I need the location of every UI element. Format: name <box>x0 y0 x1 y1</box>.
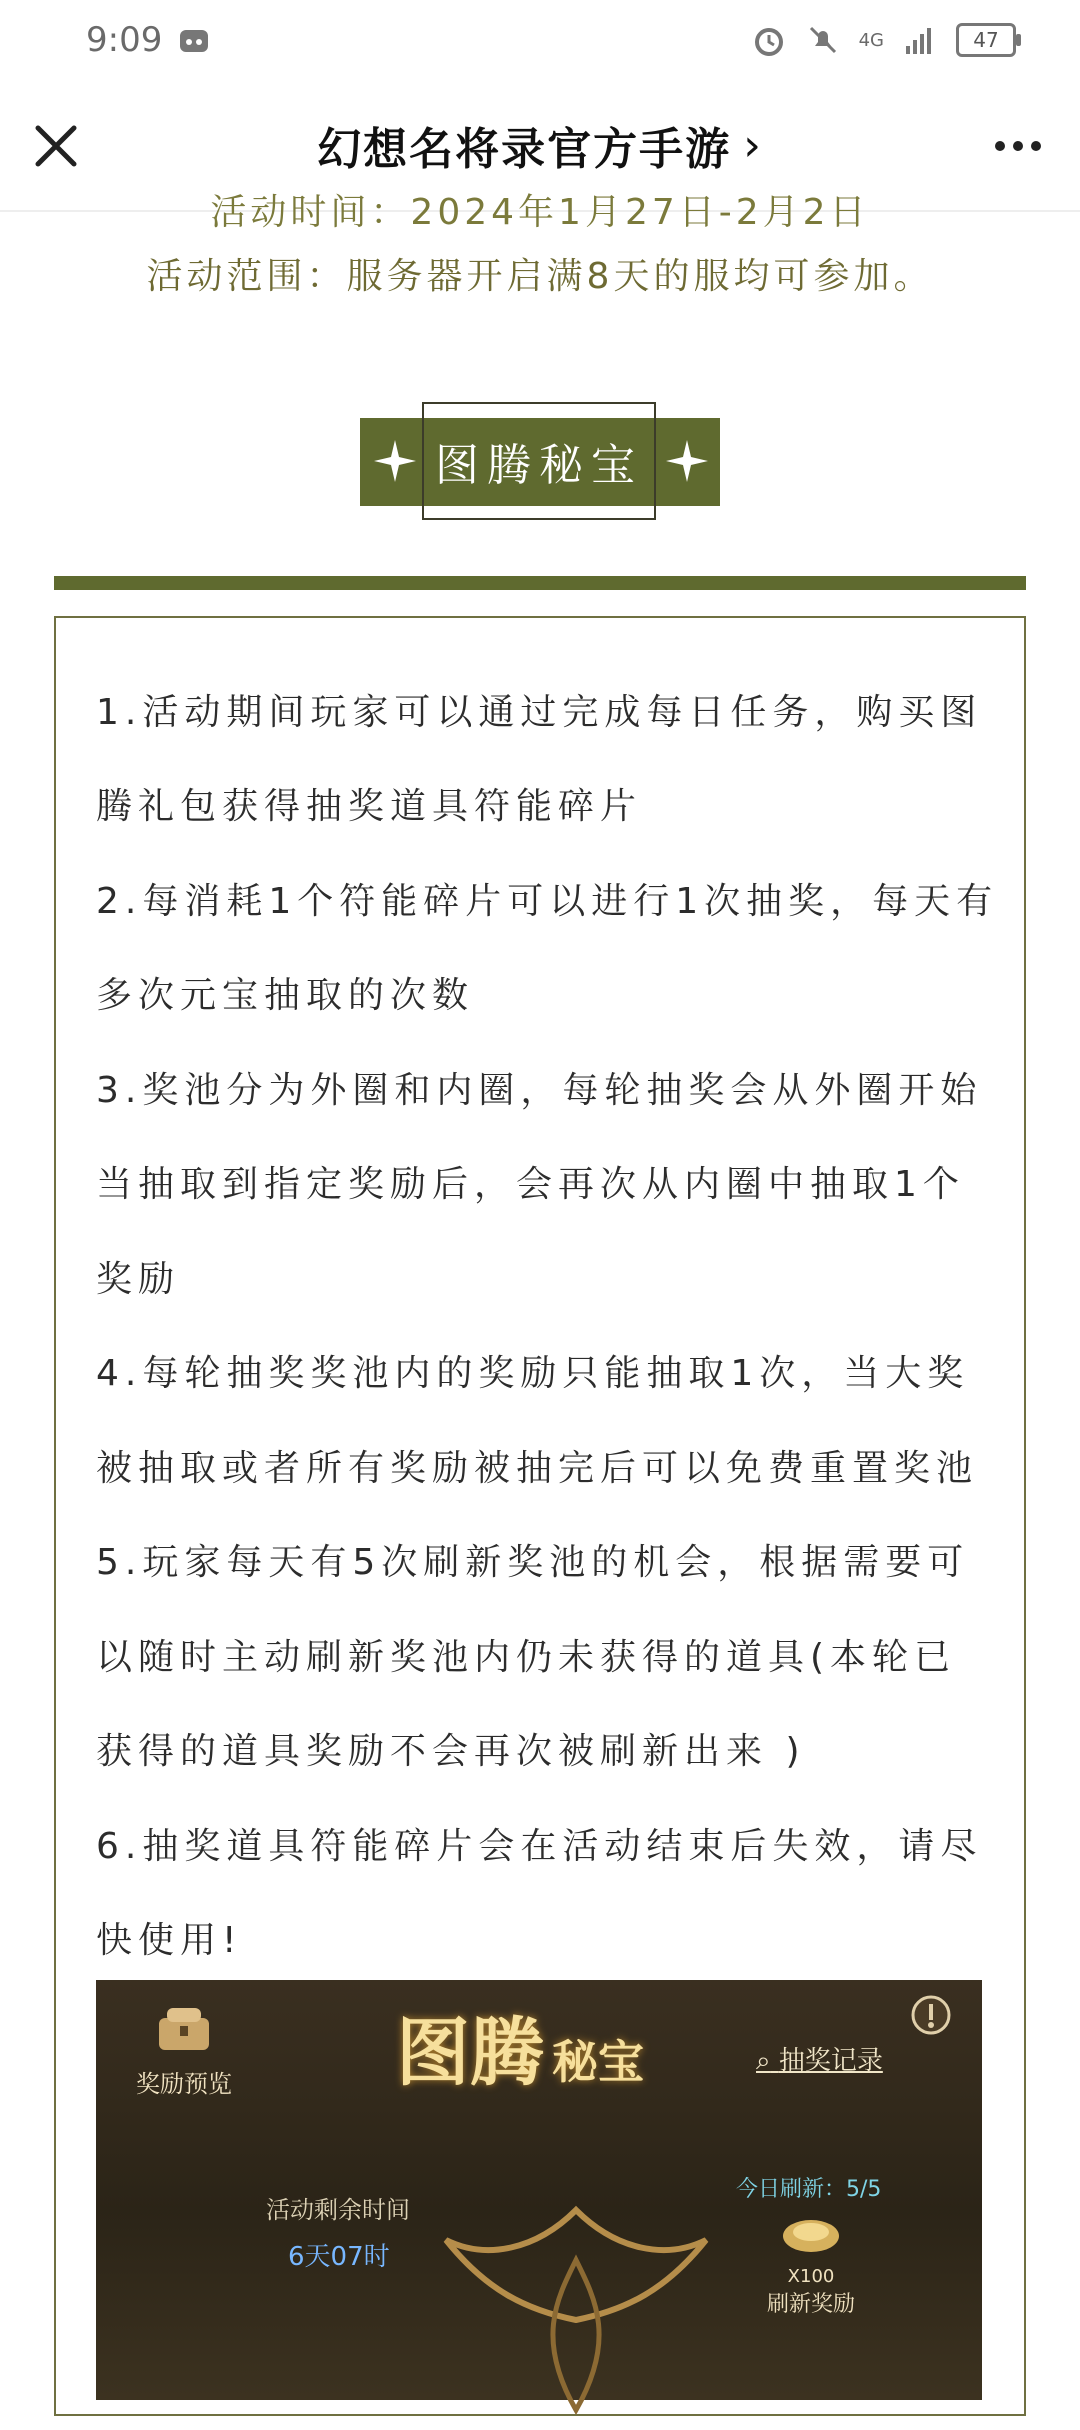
info-icon[interactable] <box>910 1994 952 2036</box>
status-right <box>751 22 1016 58</box>
section-divider <box>54 576 1026 590</box>
rule-line: 腾礼包获得抽奖道具符能碎片 <box>96 786 643 827</box>
more-icon[interactable] <box>992 124 1044 168</box>
section-title: 图腾秘宝 <box>435 440 643 491</box>
page-title-text: 幻想名将录官方手游 <box>317 124 732 175</box>
clipped-time-line: 活动时间：2024年1月27日-2月2日 <box>210 192 870 233</box>
rule-line: 6.抽奖道具符能碎片会在活动结束后失效，请尽 <box>96 1826 983 1867</box>
emblem-graphic <box>426 2170 726 2430</box>
game-title-main: 图腾 <box>396 2010 544 2096</box>
rule-line: 快使用! <box>96 1920 243 1961</box>
chevron-right-icon: › <box>743 119 763 171</box>
sparkle-icon <box>372 438 418 484</box>
refresh-reward-button[interactable] <box>756 2212 866 2317</box>
activity-scope: 活动范围：服务器开启满8天的服均可参加。 <box>146 256 934 297</box>
remaining-time-label: 活动剩余时间 <box>266 2196 410 2224</box>
rule-line: 2.每消耗1个符能碎片可以进行1次抽奖，每天有 <box>96 881 999 922</box>
signal-icon <box>902 22 938 58</box>
rule-line: 当抽取到指定奖励后，会再次从内圈中抽取1个 <box>96 1164 965 1205</box>
rule-line: 多次元宝抽取的次数 <box>96 975 475 1016</box>
refresh-item-icon <box>776 2212 846 2260</box>
refresh-count: 今日刷新：5/5 <box>736 2177 882 2202</box>
rule-line: 1.活动期间玩家可以通过完成每日任务，购买图 <box>96 692 983 733</box>
alarm-icon <box>751 22 787 58</box>
game-screenshot <box>96 1980 982 2400</box>
status-time: 9:09 <box>86 20 163 60</box>
draw-record-link[interactable] <box>756 2040 883 2077</box>
article-content[interactable] <box>0 192 1080 2340</box>
reward-preview-button[interactable] <box>124 2000 244 2099</box>
rule-line: 奖励 <box>96 1259 181 1300</box>
search-icon: ⌕ <box>756 2046 771 2076</box>
rule-line: 4.每轮抽奖奖池内的奖励只能抽取1次，当大奖 <box>96 1353 970 1394</box>
draw-record-label: 抽奖记录 <box>778 2046 883 2076</box>
game-title-small: 秘宝 <box>552 2035 644 2089</box>
mute-icon <box>805 22 841 58</box>
status-left <box>86 20 212 60</box>
battery-level: 47 <box>973 28 999 52</box>
page-title[interactable] <box>317 113 763 177</box>
app-notification-icon <box>176 22 212 58</box>
game-title <box>396 1994 644 2100</box>
rule-line: 以随时主动刷新奖池内仍未获得的道具(本轮已 <box>96 1637 957 1678</box>
battery-icon <box>956 23 1016 57</box>
rule-line: 5.玩家每天有5次刷新奖池的机会，根据需要可 <box>96 1542 970 1583</box>
status-bar <box>0 0 1080 80</box>
sparkle-icon <box>664 438 710 484</box>
reward-preview-label: 奖励预览 <box>136 2070 232 2098</box>
rule-line: 获得的道具奖励不会再次被刷新出来 ) <box>96 1731 806 1772</box>
refresh-button-label: 刷新奖励 <box>766 2292 855 2317</box>
remaining-time-value: 6天07时 <box>288 2242 390 2272</box>
close-icon[interactable] <box>30 120 82 172</box>
rule-line: 被抽取或者所有奖励被抽完后可以免费重置奖池 <box>96 1448 979 1489</box>
refresh-multiplier: X100 <box>787 2266 835 2287</box>
rule-line: 3.奖池分为外圈和内圈，每轮抽奖会从外圈开始 <box>96 1070 983 1111</box>
network-label: 4G <box>858 29 884 51</box>
chest-icon <box>149 2000 219 2058</box>
